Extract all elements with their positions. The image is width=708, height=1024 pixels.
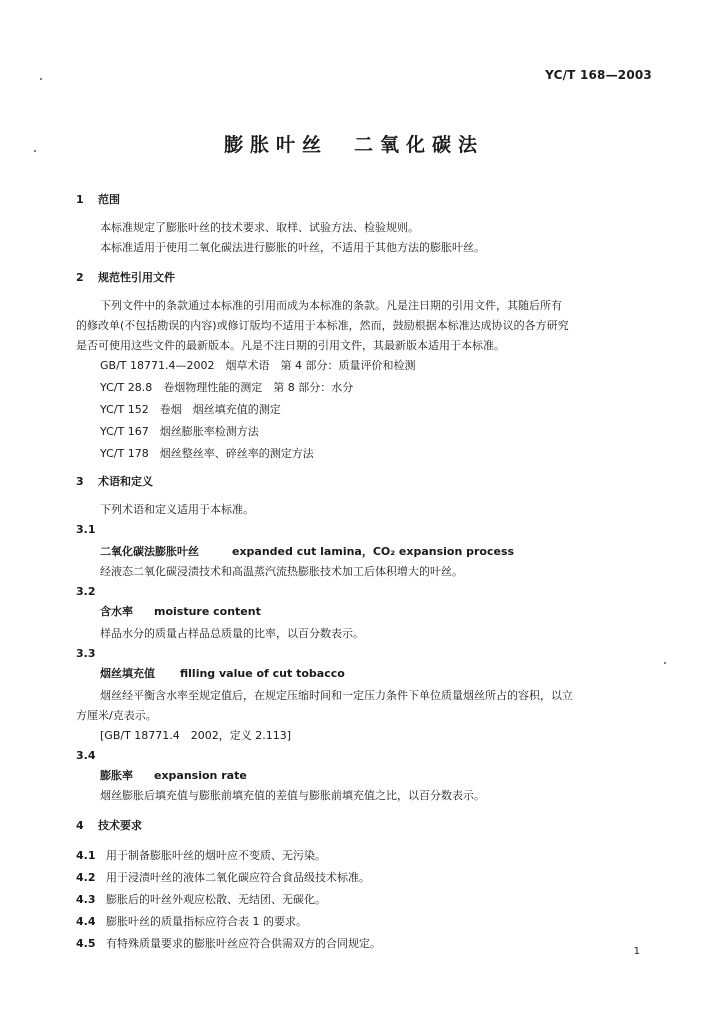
document-title: 膨胀叶丝 二氧化碳法 <box>223 134 484 156</box>
term-number: 3.3 <box>76 647 96 660</box>
section-2-intro-line-1: 下列文件中的条款通过本标准的引用而成为本标准的条款。凡是注日期的引用文件，其随后所有 <box>100 299 562 312</box>
reference-item: YC/T 28.8 卷烟物理性能的测定 第 8 部分：水分 <box>100 381 354 394</box>
term-definition: 烟丝膨胀后填充值与膨胀前填充值的差值与膨胀前填充值之比，以百分数表示。 <box>100 789 485 802</box>
section-1-para-1: 本标准规定了膨胀叶丝的技术要求、取样、试验方法、检验规则。 <box>100 221 419 234</box>
requirement-number: 4.1 <box>76 849 96 862</box>
section-2-number: 2 <box>76 271 84 284</box>
reference-item: YC/T 152 卷烟 烟丝填充值的测定 <box>100 403 281 416</box>
reference-item: YC/T 178 烟丝整丝率、碎丝率的测定方法 <box>100 447 314 460</box>
term-name-en: expansion rate <box>154 769 247 782</box>
scan-speck <box>34 150 36 152</box>
section-1-heading: 范围 <box>98 193 120 206</box>
section-1-para-2: 本标准适用于使用二氧化碳法进行膨胀的叶丝，不适用于其他方法的膨胀叶丝。 <box>100 241 485 254</box>
requirement-text: 用于制备膨胀叶丝的烟叶应不变质、无污染。 <box>106 849 326 862</box>
requirement-number: 4.3 <box>76 893 96 906</box>
term-number: 3.1 <box>76 523 96 536</box>
section-2-intro-line-2: 的修改单(不包括勘误的内容)或修订版均不适用于本标准，然而，鼓励根据本标准达成协议的各方研究 <box>76 319 569 332</box>
term-name-en: expanded cut lamina，CO₂ expansion process <box>232 545 515 558</box>
term-definition-continued: 方厘米/克表示。 <box>76 709 157 722</box>
section-3-number: 3 <box>76 475 84 488</box>
section-2-intro-line-3: 是否可使用这些文件的最新版本。凡是不注日期的引用文件，其最新版本适用于本标准。 <box>76 339 505 352</box>
term-number: 3.2 <box>76 585 96 598</box>
section-1-number: 1 <box>76 193 84 206</box>
reference-item: GB/T 18771.4—2002 烟草术语 第 4 部分：质量评价和检测 <box>100 359 416 372</box>
section-4-number: 4 <box>76 819 84 832</box>
requirement-text: 膨胀叶丝的质量指标应符合表 1 的要求。 <box>106 915 307 928</box>
term-name-en: moisture content <box>154 605 261 618</box>
requirement-number: 4.2 <box>76 871 96 884</box>
section-3-intro: 下列术语和定义适用于本标准。 <box>100 503 254 516</box>
requirement-number: 4.5 <box>76 937 96 950</box>
term-name-cn: 含水率 <box>100 605 133 618</box>
term-number: 3.4 <box>76 749 96 762</box>
term-name-en: filling value of cut tobacco <box>180 667 345 680</box>
scan-speck <box>664 662 666 664</box>
term-name-cn: 烟丝填充值 <box>100 667 155 680</box>
section-4-heading: 技术要求 <box>98 819 142 832</box>
section-3-heading: 术语和定义 <box>98 475 153 488</box>
requirement-text: 用于浸渍叶丝的液体二氧化碳应符合食品级技术标准。 <box>106 871 370 884</box>
term-definition: 样品水分的质量占样品总质量的比率，以百分数表示。 <box>100 627 364 640</box>
term-definition-reference: [GB/T 18771.4 2002，定义 2.113] <box>100 729 292 742</box>
requirement-text: 膨胀后的叶丝外观应松散、无结团、无碳化。 <box>106 893 326 906</box>
scan-speck <box>40 78 42 80</box>
reference-item: YC/T 167 烟丝膨胀率检测方法 <box>100 425 259 438</box>
requirement-text: 有特殊质量要求的膨胀叶丝应符合供需双方的合同规定。 <box>106 937 381 950</box>
page-number: 1 <box>633 946 640 957</box>
requirement-number: 4.4 <box>76 915 96 928</box>
standard-code: YC/T 168—2003 <box>545 68 652 82</box>
term-name-cn: 二氧化碳法膨胀叶丝 <box>100 545 199 558</box>
term-definition: 烟丝经平衡含水率至规定值后，在规定压缩时间和一定压力条件下单位质量烟丝所占的容积，以立 <box>100 689 573 702</box>
section-2-heading: 规范性引用文件 <box>98 271 175 284</box>
term-name-cn: 膨胀率 <box>100 769 133 782</box>
term-definition: 经液态二氧化碳浸渍技术和高温蒸汽流热膨胀技术加工后体积增大的叶丝。 <box>100 565 463 578</box>
